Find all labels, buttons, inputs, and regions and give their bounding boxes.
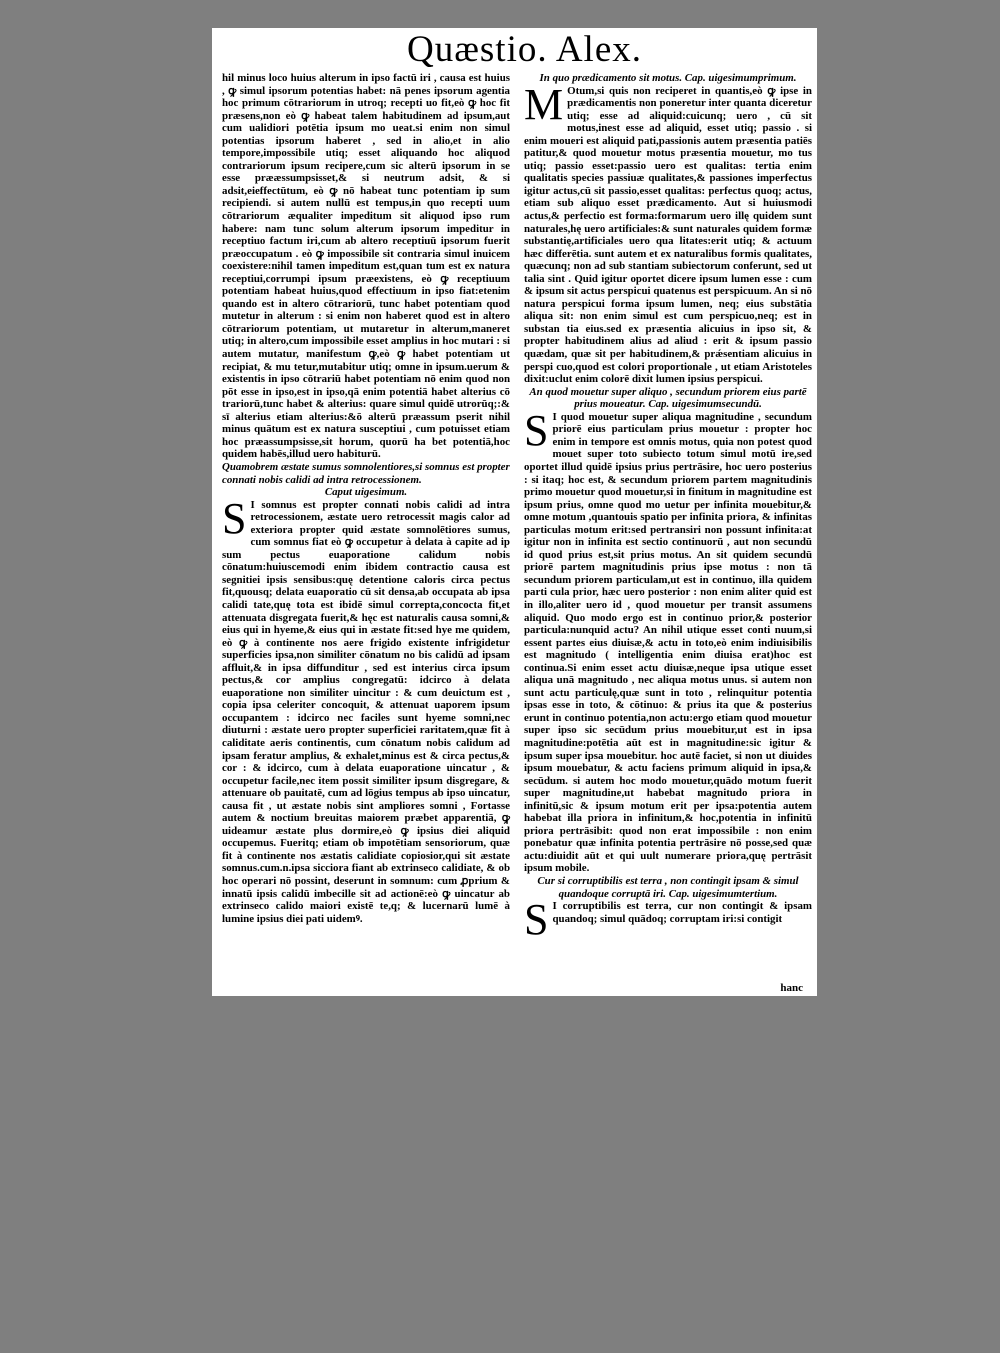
drop-capital: S xyxy=(524,405,549,455)
chapter-rubric: Cur si corruptibilis est terra , non contingit ipsam & simul quandoque corruptā iri. Cap. uigesimumtertium. xyxy=(537,875,799,900)
chapter-rubric: Quamobrem æstate sumus somnolentiores,si somnus est propter connati nobis calidi ad intra retrocessionem. xyxy=(222,460,510,486)
drop-capital: S xyxy=(524,895,549,945)
chapter-rubric: In quo prædicamento sit motus. Cap. uigesimumprimum. xyxy=(539,72,797,84)
body-paragraph xyxy=(524,79,812,386)
paragraph-text: Otum,si quis non reciperet in quantis,eò ꝙ ipse in prædicamentis non poneretur inter quanta diceretur utiq; esse ad aliquid:cuicunq; uero , cū sit motus,inest esse ad aliquid, esset utiq; passio . si enim moueri est aliquid pati,passionis autem præsentia patiēs patitur,& quod mouetur motus præsentia mouetur, mo tus utiq; passio esset:passio uero est qualitas: tertia enim qualitatis species passiuæ qualitates,& passiones imperfectus igitur actus,cū sit passio,esset qualitas: perfectus quoq; actus, etiam sub aliquo esset prædicamento. Aut si huiusmodi actus,& perfectio est forma:formarum uero illę quidem sunt naturales,hę uero artificiales:& sunt naturales quidem formæ substantię,artificiales uero qua litates:erit utiq; & actuum hæc differētia. sunt autem et ex naturalibus formis qualitates, quæcunq; non ad sub stantiam subiectorum conferunt, sed ut talia sint . Quid igitur oportet dicere ipsum lumen esse : cum & ipsum sit actus perspicui quatenus est perspicuum. An si nō natura perspicui forma ipsum lumen, neq; eius substātia aliqua sit: non enim simul est cum perspicuo,neq; est in substan tia eius.sed ex præsentia alicuius in ipso sit, & propter habitudinem alius ad aliud : erit & ipsum passio quædam, quæ sit per habitudinem,& prǽsentiam alicuius in perspi cuo,quod est colori proportionale , ut etiam Aristoteles dixit:uclut enim colorē dixit lumen ipsius perspicui. xyxy=(524,84,812,386)
drop-capital: M xyxy=(524,79,564,129)
body-paragraph: hil minus loco huius alterum in ipso factū iri , causa est huius , ꝙ simul ipsorum potentias habet: nā penes ipsorum agentia hoc primum cōtrariorum in utroq; recepti uo fit,eò ꝙ hoc fit præsens,non eò ꝙ habeat talem habitudinem ad ipsum,aut cum ualidiori potētia ipsum mo ueat.si enim non simul potentias ipsorum haberet , sed in alio,et in alio tempore,impossibile utiq; esset aliquando hoc aliquod contrariorum ipsum recipere,cum sic alterū ipsorum in se esse prææssumpsisset,& si neutrum adsit, & si adsit,eieffectūtum, eò ꝙ nō habeat tunc potentiam ip sum recipiendi. si autem nullū est tempus,in quo recepti uum cōtrariorum æqualiter impeditum sit aliquod ipso rum habere: nam tunc solum alterum ipsorum impeditur in receptiuo factum iri,cum ab altero receptiuū ipsorum fuerit præoccupatum . eò ꝙ impossibile sit contraria simul inuicem coexistere:nihil tamen impeditum est,quan tum est ex natura receptiui,corrumpi ipsum præexistens, eò ꝙ receptiuum potentiam habeat huius,quod effectiuum in ipso fiat:etenim quando est in altero cōtrariorū, tunc habet potentiam quod mutetur in alterum : si enim non haberet quod est in altero cōtrariorum potentiam, ut mutaretur in alterum,maneret utiq; in altero,cum impossibile esset amplius in hoc mutari : si autem mutatur, manifestum ꝙ,eò ꝙ habet potentiam ut recipiat, & mu tetur,mutabitur utiq; omne in ipsum.uerum & existentis in ipso cōtrariū habet potentiam nō enim quod non pōt esse in ipso,est in ipso,qā enim potentiā habet alterius cō trariorū,tunc habet & alterius: quare simul quidē utrorūq;:& sī alterius etiam alterius:&ō alterū præassum pserit nihil minus quātum est ex natura susceptiui , cum potuisset etiam hoc præassumpsisse,sit horum, quorū ha bet potentiā,hoc quidem habēs,illud uero habiturū. xyxy=(222,72,510,461)
paragraph-text: I corruptibilis est terra, cur non contingit & ipsam quandoq; simul quādoq; corruptam iri:si contigit xyxy=(552,900,812,925)
body-paragraph xyxy=(524,895,812,945)
body-paragraph xyxy=(524,405,812,875)
left-column xyxy=(222,72,510,925)
chapter-number: Caput uigesimum. xyxy=(324,486,408,499)
paragraph-text: I somnus est propter connati nobis calidi ad intra retrocessionem, æstate uero retrocessit magis calor ad exteriora propter quid æstate somnolētiores sumus, cum somnus fiat eò ꝙ occupetur à delata à capite ad ip sum pectus euaporatione calidum nobis cōnatum:huiuscemodi enim ibidem contractio causa est segnitiei ipsis sensibus:quę detentione caloris circa pectus fit,quousq; delata euaporatio cū sit densa,ab occupata ab ipsa calidi tate,quę tota est ibidē simul correpta,concocta fit,et attenuata disgregata fuerit,& hęc est naturalis causa somni,& eius qui in hyeme,& eius qui in æstate fit:sed hye me quidem, eò ꝙ à continente nos aere frigido existente infrigidetur superficies ipsa,non similiter cōnatum no bis calidū ad ipsam affluit,& in ipsa diffunditur , sed est interius circa ipsum pectus,& cor amplius congregatū: idcirco à delata euaporatione non similiter uincitur : & cum deuictum est , copia ipsa celeriter concoquit, & attenuat uaporem ipsum occupantem : idcirco nec faciles sunt hyeme somni,nec diuturni : æstate uero propter superficiei raritatem,quæ fit à caliditate aeris continentis, cum cōnatum nobis calidum ad ipsam feratur amplius, & exhalet,minus est & circa pectus,& cor : & idcirco, cum à delata euaporatione uincatur , & occupetur facile,nec item possit similiter ipsum disgregare, & attenuare ob pauitatē, cum ad lōgius tempus ab ipso uincatur, causa fit , ut æstate nobis sint ampliores somni , Fortasse autem & noctium breuitas maiorem præbet apparentiā, ꝙ uideamur æstate plus dormire,eò ꝙ ipsius diei aliquid occupemus. Fueritq; etiam ob impotētiam sensoriorum, quæ fit à continente nos æstatis calidiate copiosior,qui sit æstate somnus.cum.n.ipsa sicciora fiant ab extrinseco calidiate, & ob hoc operari nō possint, deserunt in somnum: cum ꝓprium & innatū ipsis calidū imbecille sit ad actionē:eò ꝙ uincatur ab extrinseco calido maiori existē te,q; & lucernarū lumē à lumine ipsius diei pati uidemꝰ. xyxy=(222,498,510,925)
catchword: hanc xyxy=(780,982,803,994)
running-title: Quæstio. Alex. xyxy=(407,29,642,70)
chapter-rubric: An quod mouetur super aliquo , secundum priorem eius partē prius moueatur. Cap. uigesimumsecundū. xyxy=(529,385,807,411)
drop-capital: S xyxy=(222,493,247,543)
body-paragraph xyxy=(222,493,510,926)
book-page xyxy=(212,28,817,996)
right-column xyxy=(524,72,812,945)
paragraph-text: I quod mouetur super aliqua magnitudine , secundum priorē eius particulam prius mouetur : propter hoc enim in tempore est omnis motus, quia non potest quod mouet super toto subiecto totum simul motū ire,sed oportet illud quidē ipsius prius pertrāsire, hoc uero posterius : si itaq; hoc est, & secundum priorem partem magnitudinis primo mouetur quod mouetur,si in finitum in magnitudine est ipsum prius, omne quod mo uetur per infinita mouebitur,& omne motum ,quantouis spatio per infinita priora, & infinitas particulas motum erit:sed pertransiri non possunt infinita:at igitur non in infinita est sectio continuorū , aut non secundū id quod prius est,sit prius motus. An sit quidem secundū priorē partem magnitudinis prius ipse motus : non tā secundum priorem particulam,ut est in continuo, illa quidem parti cula prior, hæc uero posterior : non enim aliter quid est in illo,aliter uero id , quod mouetur per transit assumens aliquid. Quo modo ergo est in continuo prior,& posterior particula:nunquid actu? An nihil utique esset conti nuum,si essent partes eius diuisæ,& actu in toto,eò enim indiuisibilis est magnitudo ( intelligentia enim diuisa erat)hoc est continua.Si enim esset actu diuisæ,neque ipsa utique esset aliqua unā magnitudo , nec aliqua motus unus. si autem non sunt actu particulę,quæ sunt in toto , relinquitur potentia ipsas esse in toto, & cōtinuo: & prius ita que & posterius erunt in continuo potentia,non actu:ergo etiam quod mouetur super ipso sic secūdum prius mouebitur,ut est in ipsa magnitudine:potētia aūt est in magnitudine:sic igitur & ipsum super ipsa mouebitur. hoc autē faciet, si non ut diuides ipsum mouebatur, & actu faciens primum aliquid in ipsa,& secūdum. si autem hoc modo mouetur,quādo motum fuerit super magnitudine,ut habebat magnitudo priora in infinitū,sic & ipsum motum erit per ipsa:potentia autem habebat illa priora in infinitum,& hoc,potentia in infinitū priora pertrāsibit: quod non erat impossibile : non enim ponebatur quæ infinita potentia pertrāsire nō posse,sed quæ actu:diuidit aūt et qui uult numerare priora,quę pertrāsit ipsum mobile. xyxy=(524,410,812,875)
